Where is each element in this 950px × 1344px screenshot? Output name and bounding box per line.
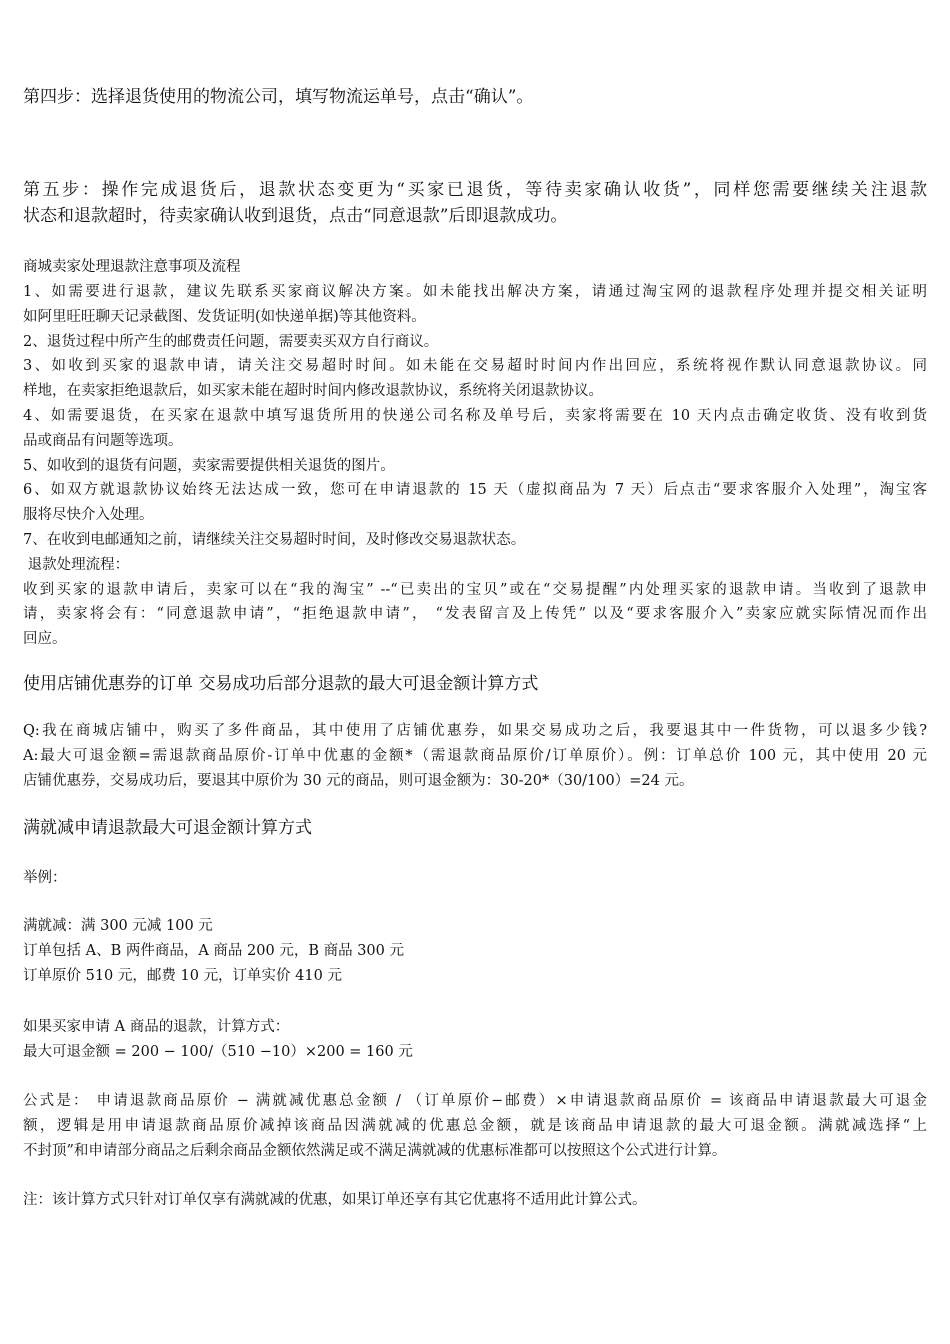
notes-heading: 商城卖家处理退款注意事项及流程 xyxy=(23,259,241,275)
example-rule: 满就减：满 300 元减 100 元 xyxy=(23,918,213,934)
footnote: 注：该计算方式只针对订单仅享有满就减的优惠，如果订单还享有其它优惠将不适用此计算公式。 xyxy=(23,1192,647,1208)
formula-block xyxy=(23,1089,927,1163)
notes-line: 服将尽快介入处理。 xyxy=(23,507,154,524)
notes-line: 退款处理流程： xyxy=(23,556,130,573)
step5-line: 状态和退款超时，待卖家确认收到退货，点击“同意退款”后即退款成功。 xyxy=(23,206,568,226)
notes-line: 收到买家的退款申请后，卖家可以在“我的淘宝” --“已卖出的宝贝”或在“交易提醒”内处理买家的退款申请。当收到了退款申 xyxy=(23,581,927,598)
notes-line: 样地，在卖家拒绝退款后，如买家未能在超时时间内修改退款协议，系统将关闭退款协议。 xyxy=(23,383,603,400)
step5-paragraph xyxy=(23,177,927,229)
formula-line: 额，逻辑是用申请退款商品原价减掉该商品因满就减的优惠总金额，就是该商品申请退款的最大可退金额。满就减选择“上 xyxy=(23,1117,927,1134)
coupon-line: Q:我在商城店铺中，购买了多件商品，其中使用了店铺优惠券，如果交易成功之后，我要退其中一件货物，可以退多少钱? xyxy=(23,723,927,739)
notes-line: 3、如收到买家的退款申请，请关注交易超时时间。如未能在交易超时时间内作出回应，系统将视作默认同意退款协议。同 xyxy=(23,358,927,375)
refund-intro: 如果买家申请 A 商品的退款，计算方式： xyxy=(23,1019,290,1035)
refund-calc-block xyxy=(23,1015,927,1065)
example-label: 举例： xyxy=(23,870,67,886)
notes-line: 4、如需要退货，在买家在退款中填写退货所用的快递公司名称及单号后，卖家将需要在 10 天内点击确定收货、没有收到货 xyxy=(23,407,927,424)
notes-line: 回应。 xyxy=(23,631,67,648)
example-block xyxy=(23,914,927,988)
coupon-heading: 使用店铺优惠券的订单 交易成功后部分退款的最大可退金额计算方式 xyxy=(23,674,539,694)
formula-line: 公式是： 申请退款商品原价 − 满就减优惠总金额 / （订单原价−邮费）×申请退款商品原价 = 该商品申请退款最大可退金 xyxy=(23,1093,927,1109)
notes-line: 请，卖家将会有：“同意退款申请”，“拒绝退款申请”， “发表留言及上传凭” 以及“要求客服介入”卖家应就实际情况而作出 xyxy=(23,606,927,623)
coupon-line: 店铺优惠券，交易成功后，要退其中原价为 30 元的商品，则可退金额为：30-20*（30/100）=24 元。 xyxy=(23,772,694,789)
notes-line: 品或商品有问题等选项。 xyxy=(23,432,183,449)
notes-line: 如阿里旺旺聊天记录截图、发货证明(如快递单据)等其他资料。 xyxy=(23,308,426,325)
refund-calc: 最大可退金额 = 200 − 100/（510 −10）×200 = 160 元 xyxy=(23,1043,413,1060)
example-order-total: 订单原价 510 元，邮费 10 元，订单实价 410 元 xyxy=(23,967,342,984)
coupon-qa xyxy=(23,719,927,793)
notes-line: 1、如需要进行退款，建议先联系买家商议解决方案。如未能找出解决方案，请通过淘宝网的退款程序处理并提交相关证明 xyxy=(23,284,927,300)
step5-line: 第五步：操作完成退货后，退款状态变更为“买家已退货，等待卖家确认收货”，同样您需要继续关注退款 xyxy=(23,180,927,200)
formula-line: 不封顶”和申请部分商品之后剩余商品金额依然满足或不满足满就减的优惠标准都可以按照这个公式进行计算。 xyxy=(23,1142,727,1159)
notes-line: 7、在收到电邮通知之前，请继续关注交易超时时间，及时修改交易退款状态。 xyxy=(23,531,526,548)
notes-list xyxy=(23,280,927,652)
example-order-items: 订单包括 A、B 两件商品，A 商品 200 元，B 商品 300 元 xyxy=(23,942,404,959)
notes-line: 5、如收到的退货有问题，卖家需要提供相关退货的图片。 xyxy=(23,457,395,474)
step4-text: 第四步：选择退货使用的物流公司，填写物流运单号，点击“确认”。 xyxy=(23,87,534,107)
notes-line: 6、如双方就退款协议始终无法达成一致，您可在申请退款的 15 天（虚拟商品为 7 天）后点击“要求客服介入处理”，淘宝客 xyxy=(23,482,927,499)
coupon-line: A:最大可退金额=需退款商品原价-订单中优惠的金额*（需退款商品原价/订单原价）。例：订单总价 100 元，其中使用 20 元 xyxy=(23,747,927,764)
notes-line: 2、退货过程中所产生的邮费责任问题，需要卖买双方自行商议。 xyxy=(23,333,439,350)
fullcut-heading: 满就减申请退款最大可退金额计算方式 xyxy=(23,818,312,838)
